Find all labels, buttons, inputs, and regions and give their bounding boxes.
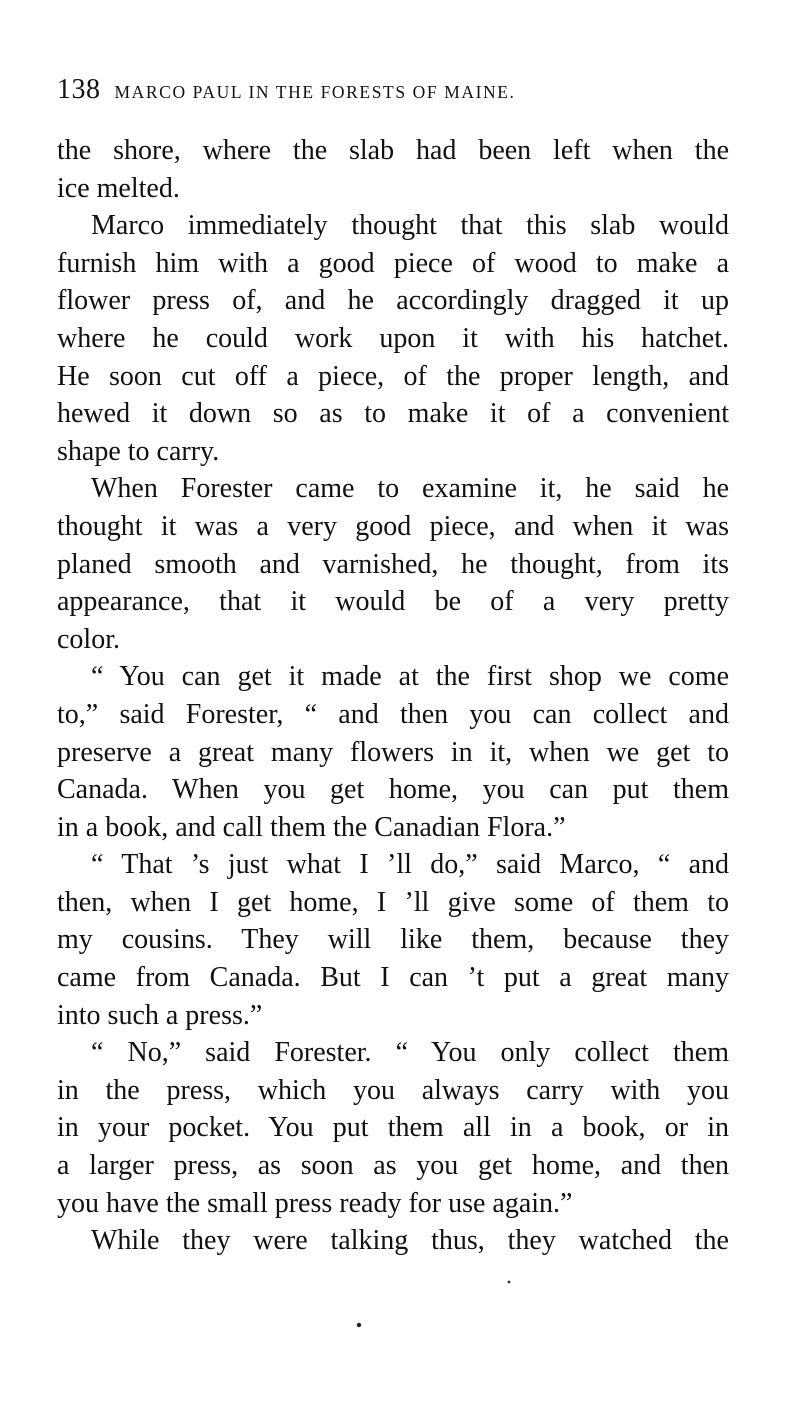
text-line: where he could work upon it with his hatchet.: [57, 322, 729, 354]
text-line: the shore, where the slab had been left when the: [57, 135, 729, 166]
text-line: to,” said Forester, “ and then you can collect and: [57, 698, 729, 730]
speck: [508, 1281, 511, 1284]
page-number: 138: [57, 74, 101, 105]
text-line: then, when I get home, I ’ll give some of them to: [57, 886, 729, 918]
text-line: “ That ’s just what I ’ll do,” said Marco, “ and: [91, 849, 729, 881]
text-line: ice melted.: [57, 172, 180, 204]
text-line: planed smooth and varnished, he thought, from its: [57, 548, 729, 580]
text-line: preserve a great many flowers in it, when we get to: [57, 736, 729, 768]
body-text: [57, 132, 729, 1260]
text-line: “ You can get it made at the first shop we come: [91, 661, 729, 693]
text-line: in your pocket. You put them all in a book, or in: [57, 1112, 729, 1144]
text-line: appearance, that it would be of a very pretty: [57, 586, 729, 618]
text-line: you have the small press ready for use again.”: [57, 1187, 573, 1219]
text-line: furnish him with a good piece of wood to make a: [57, 247, 729, 279]
text-line: Marco immediately thought that this slab would: [91, 210, 729, 242]
text-line: “ No,” said Forester. “ You only collect them: [91, 1037, 729, 1069]
text-line: in the press, which you always carry with you: [57, 1074, 729, 1106]
text-line: my cousins. They will like them, because they: [57, 924, 729, 956]
text-line: in a book, and call them the Canadian Flora.”: [57, 811, 566, 843]
text-line: He soon cut off a piece, of the proper length, and: [57, 360, 729, 392]
text-line: color.: [57, 623, 120, 655]
running-header: [57, 74, 737, 114]
text-line: When Forester came to examine it, he said he: [91, 473, 729, 505]
speck: [357, 1323, 361, 1327]
running-title: MARCO PAUL IN THE FORESTS OF MAINE.: [114, 82, 516, 102]
text-line: a larger press, as soon as you get home, and then: [57, 1150, 729, 1182]
text-line: into such a press.”: [57, 999, 263, 1031]
text-line: thought it was a very good piece, and when it was: [57, 510, 729, 542]
text-line: shape to carry.: [57, 435, 220, 467]
text-line: came from Canada. But I can ’t put a great many: [57, 962, 729, 994]
text-line: Canada. When you get home, you can put them: [57, 774, 729, 806]
text-line: hewed it down so as to make it of a convenient: [57, 398, 729, 430]
text-line: flower press of, and he accordingly dragged it up: [57, 285, 729, 317]
text-line: While they were talking thus, they watched the: [91, 1225, 729, 1257]
